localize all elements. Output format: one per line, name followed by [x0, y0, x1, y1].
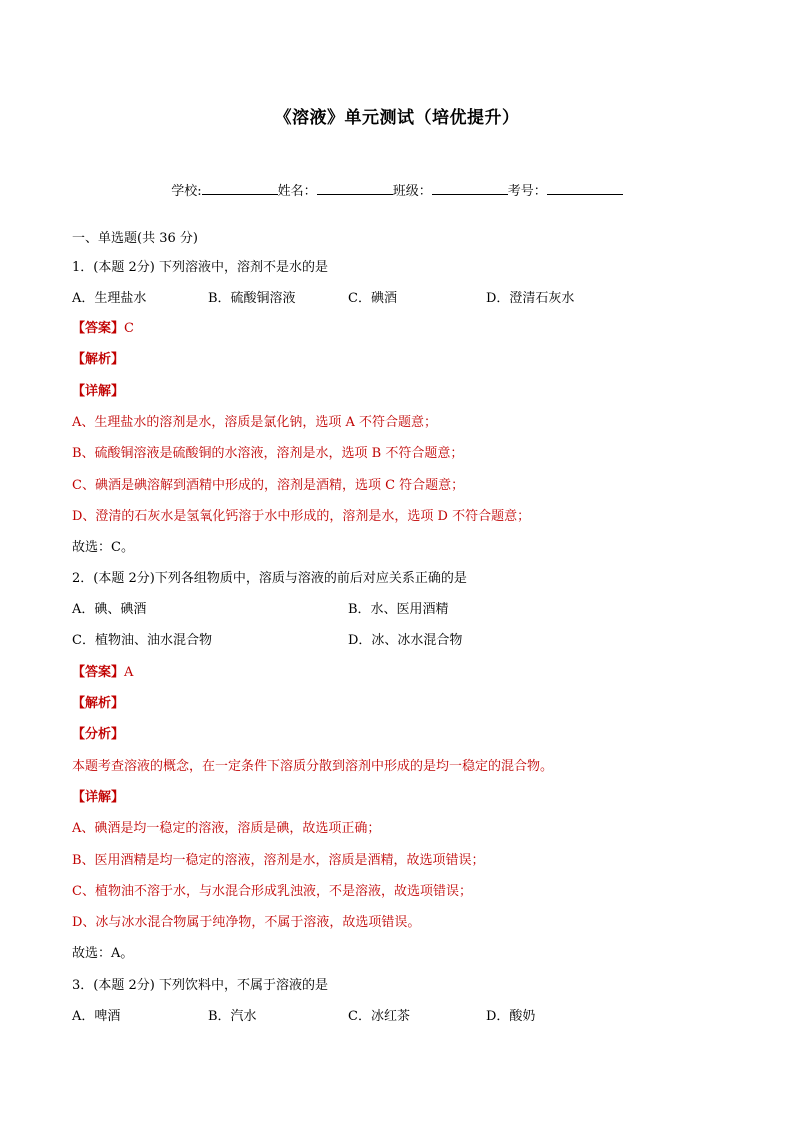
class-label: 班级： [392, 184, 432, 199]
q2-detail-c: C、植物油不溶于水，与水混合形成乳浊液，不是溶液，故选项错误； [72, 884, 472, 899]
class-blank[interactable] [432, 182, 508, 195]
q1-stem: 1．(本题 2分) 下列溶液中，溶剂不是水的是 [72, 260, 328, 275]
page-title: 《溶液》单元测试（培优提升） [274, 108, 520, 128]
q1-detail-a: A、生理盐水的溶剂是水，溶质是氯化钠，选项 A 不符合题意； [72, 415, 438, 430]
q2-answer-value: A [124, 665, 134, 680]
q3-option-d: D．酸奶 [486, 1009, 536, 1024]
q2-detail-a: A、碘酒是均一稳定的溶液，溶质是碘，故选项正确； [72, 821, 381, 836]
q2-fenxi-label: 【分析】 [72, 727, 125, 742]
q3-option-b: B．汽水 [208, 1009, 257, 1024]
q1-analysis-label: 【解析】 [72, 352, 125, 367]
q2-analysis-label: 【解析】 [72, 696, 125, 711]
q2-answer [72, 664, 133, 682]
q2-option-b: B．水、医用酒精 [348, 602, 449, 617]
name-label: 姓名： [277, 184, 317, 199]
q2-detail-d: D、冰与冰水混合物属于纯净物，不属于溶液，故选项错误。 [72, 915, 421, 930]
exam-label: 考号： [507, 184, 547, 199]
q2-option-a: A．碘、碘酒 [72, 602, 147, 617]
q1-detail-b: B、硫酸铜溶液是硫酸铜的水溶液，溶剂是水，选项 B 不符合题意； [72, 446, 464, 461]
q1-option-a: A．生理盐水 [72, 291, 147, 306]
student-info-line [0, 180, 794, 199]
exam-blank[interactable] [547, 182, 623, 195]
q2-stem: 2．(本题 2分)下列各组物质中，溶质与溶液的前后对应关系正确的是 [72, 571, 467, 586]
q1-answer-value: C [124, 321, 134, 336]
q1-conclusion: 故选：C。 [72, 540, 134, 555]
q2-option-d: D．冰、冰水混合物 [348, 633, 463, 648]
q1-option-b: B．硫酸铜溶液 [208, 291, 296, 306]
q1-detail-c: C、碘酒是碘溶解到酒精中形成的，溶剂是酒精，选项 C 符合题意； [72, 478, 465, 493]
q3-option-a: A．啤酒 [72, 1009, 121, 1024]
q2-option-c: C．植物油、油水混合物 [72, 633, 212, 648]
name-blank[interactable] [317, 182, 393, 195]
q1-detail-d: D、澄清的石灰水是氢氧化钙溶于水中形成的，溶剂是水，选项 D 不符合题意； [72, 509, 531, 524]
q1-answer [72, 320, 134, 338]
school-blank[interactable] [202, 182, 278, 195]
q1-detail-label: 【详解】 [72, 384, 125, 399]
q2-answer-label: 【答案】 [72, 665, 125, 680]
q3-stem: 3．(本题 2分) 下列饮料中，不属于溶液的是 [72, 978, 328, 993]
q2-detail-b: B、医用酒精是均一稳定的溶液，溶剂是水，溶质是酒精，故选项错误； [72, 853, 485, 868]
q3-option-c: C．冰红茶 [348, 1009, 410, 1024]
q1-option-d: D．澄清石灰水 [486, 291, 575, 306]
q1-answer-label: 【答案】 [72, 321, 125, 336]
section-heading: 一、单选题(共 36 分) [72, 231, 198, 246]
q2-detail-label: 【详解】 [72, 790, 125, 805]
q2-conclusion: 故选：A。 [72, 946, 134, 961]
school-label: 学校: [171, 184, 202, 199]
q1-option-c: C．碘酒 [348, 291, 397, 306]
q2-fenxi-text: 本题考查溶液的概念，在一定条件下溶质分散到溶剂中形成的是均一稳定的混合物。 [72, 759, 554, 774]
